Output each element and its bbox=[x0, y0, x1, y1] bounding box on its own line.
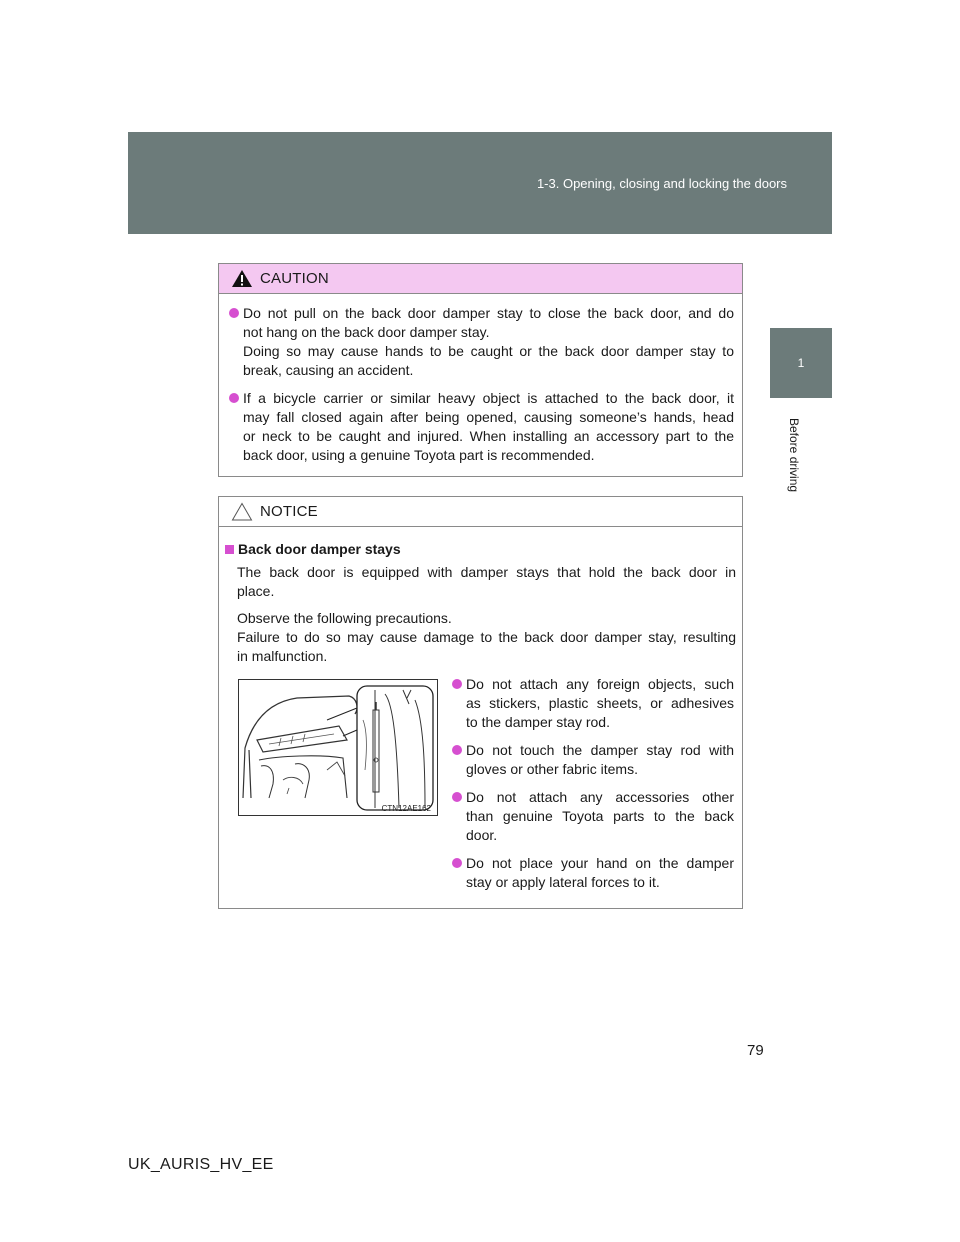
notice-paragraph bbox=[237, 609, 736, 666]
text-line: Do not touch the damper stay rod with bbox=[466, 742, 734, 758]
text-line: back door, using a genuine Toyota part is recommended. bbox=[243, 447, 595, 463]
back-door-damper-illustration bbox=[238, 679, 438, 816]
notice-label: NOTICE bbox=[260, 503, 318, 520]
notice-list bbox=[452, 675, 734, 901]
notice-paragraph bbox=[237, 563, 736, 601]
caution-list bbox=[229, 304, 734, 474]
notice-box bbox=[218, 496, 743, 909]
text-line: Do not place your hand on the damper bbox=[466, 855, 734, 871]
text-line: If a bicycle carrier or similar heavy object is attached to the back door, it bbox=[243, 390, 734, 406]
text-line: may fall closed again after being opened, causing someone’s hands, head bbox=[243, 409, 734, 425]
bullet-dot-icon bbox=[452, 858, 462, 868]
square-bullet-icon bbox=[225, 545, 234, 554]
caution-item bbox=[229, 304, 734, 380]
text-line: The back door is equipped with damper stays that hold the back door in bbox=[237, 564, 736, 580]
bullet-dot-icon bbox=[229, 308, 239, 318]
text-line: Doing so may cause hands to be caught or the back door damper stay to bbox=[243, 343, 734, 359]
page-number: 79 bbox=[747, 1042, 764, 1059]
text-line: than genuine Toyota parts to the back bbox=[466, 808, 734, 824]
text-line: stay or apply lateral forces to it. bbox=[466, 874, 660, 890]
text-line: break, causing an accident. bbox=[243, 362, 414, 378]
chapter-label: Before driving bbox=[787, 418, 801, 493]
text-line: door. bbox=[466, 827, 498, 843]
text-line: Observe the following precautions. bbox=[237, 610, 452, 626]
caution-label: CAUTION bbox=[260, 270, 329, 287]
text-line: not hang on the back door damper stay. bbox=[243, 324, 490, 340]
damper-stay-drawing bbox=[239, 680, 437, 815]
chapter-tab bbox=[770, 328, 832, 398]
section-title: 1-3. Opening, closing and locking the doors bbox=[536, 176, 787, 191]
warning-filled-icon bbox=[231, 269, 253, 288]
caution-box bbox=[218, 263, 743, 477]
notice-item bbox=[452, 741, 734, 779]
notice-header bbox=[219, 497, 742, 527]
text-line: Do not attach any accessories other bbox=[466, 789, 734, 805]
caution-header bbox=[219, 264, 742, 294]
subheading-text: Back door damper stays bbox=[238, 541, 401, 557]
notice-subheading bbox=[225, 541, 401, 557]
text-line: gloves or other fabric items. bbox=[466, 761, 638, 777]
text-line: Failure to do so may cause damage to the back door damper stay, resulting bbox=[237, 629, 736, 645]
text-line: Do not pull on the back door damper stay to close the back door, and do bbox=[243, 305, 734, 321]
document-code: UK_AURIS_HV_EE bbox=[128, 1156, 274, 1173]
chapter-number: 1 bbox=[797, 356, 805, 370]
bullet-dot-icon bbox=[452, 745, 462, 755]
text-line: or neck to be caught and injured. When installing an accessory part to the bbox=[243, 428, 734, 444]
warning-outline-icon bbox=[231, 502, 253, 521]
text-line: place. bbox=[237, 583, 275, 599]
caution-item bbox=[229, 389, 734, 465]
bullet-dot-icon bbox=[452, 792, 462, 802]
text-line: Do not attach any foreign objects, such bbox=[466, 676, 734, 692]
bullet-dot-icon bbox=[452, 679, 462, 689]
header-band bbox=[128, 132, 832, 234]
notice-item bbox=[452, 788, 734, 845]
bullet-dot-icon bbox=[229, 393, 239, 403]
text-line: to the damper stay rod. bbox=[466, 714, 610, 730]
notice-item bbox=[452, 854, 734, 892]
figure-code: CTN12AE162 bbox=[381, 804, 431, 813]
text-line: as stickers, plastic sheets, or adhesives bbox=[466, 695, 734, 711]
text-line: in malfunction. bbox=[237, 648, 328, 664]
notice-item bbox=[452, 675, 734, 732]
